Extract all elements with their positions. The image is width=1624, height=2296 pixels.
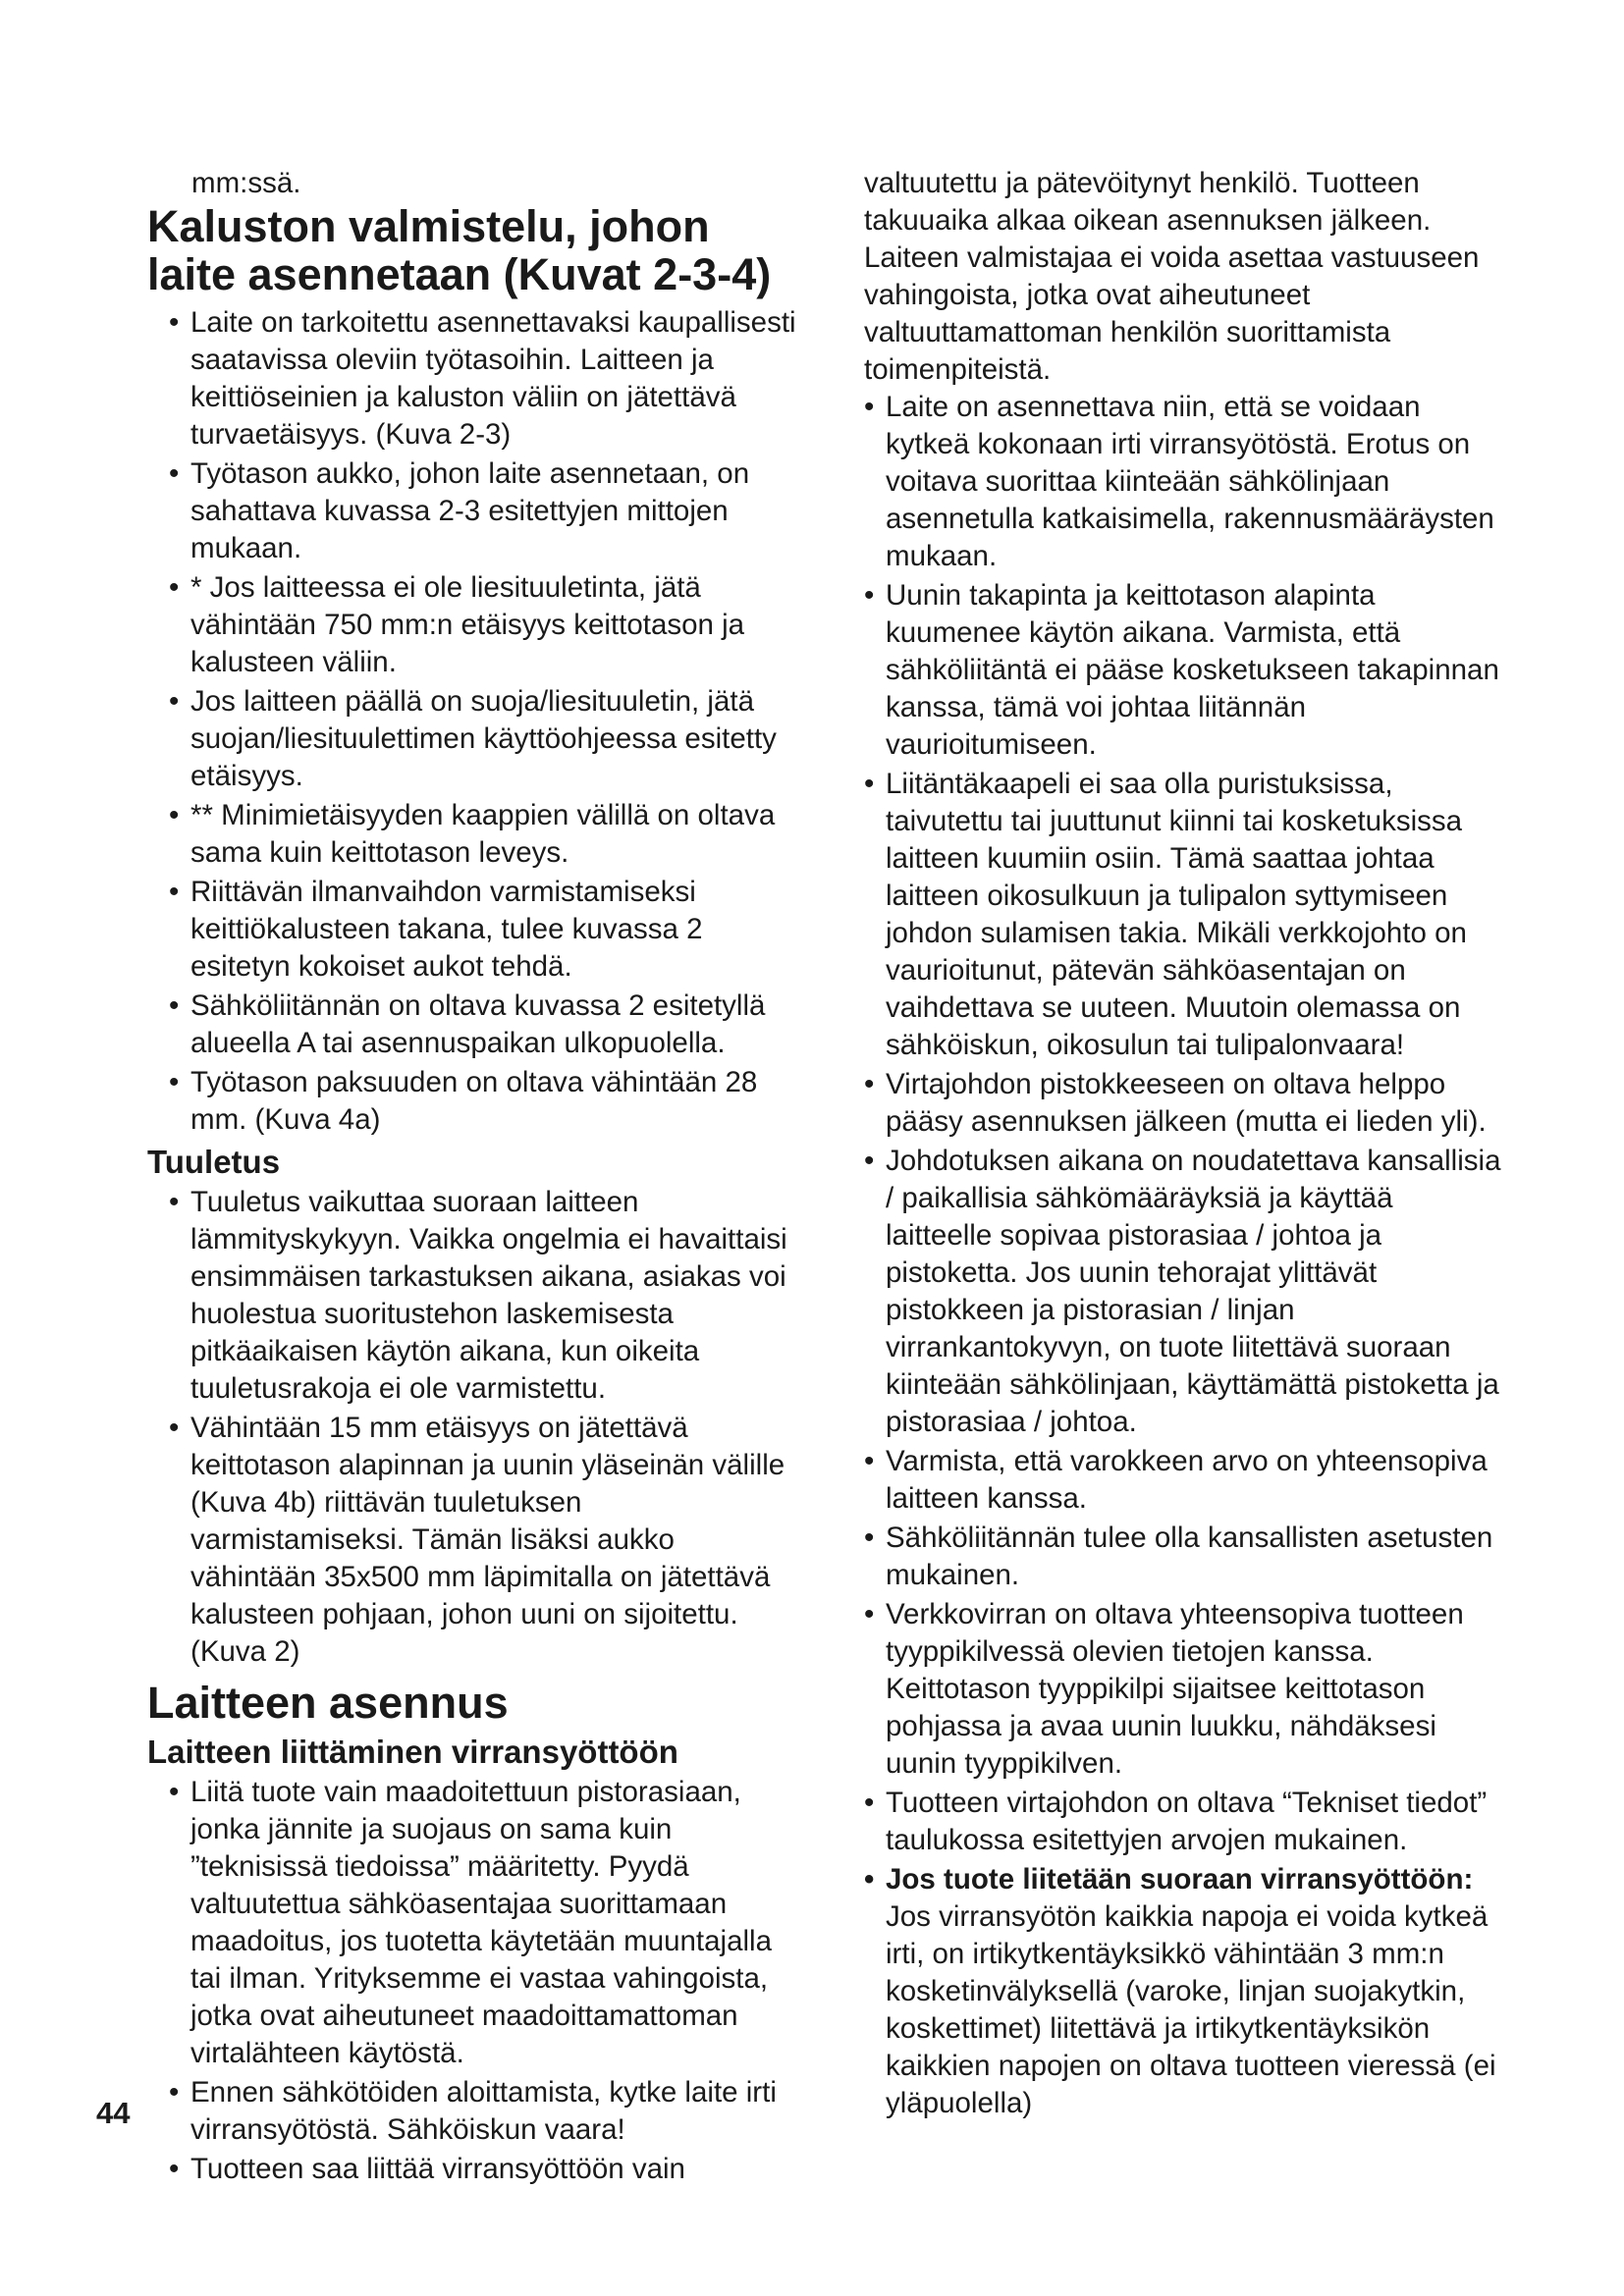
bullet: • (864, 1068, 875, 1100)
list-item (169, 797, 803, 872)
bullet: • (864, 1145, 875, 1177)
list-item-direct-connection (864, 1861, 1502, 2122)
bullet: • (864, 768, 875, 800)
continued-text: valtuutettu ja pätevöitynyt henkilö. Tuotteen takuuaika alkaa oikean asennuksen jälkeen. Laiteen valmistajaa ei voida asettaa vastuuseen vahingoista, jotka ovat aiheutuneet valtuuttamattoman henkilön suorittamista toimenpiteistä. (864, 167, 1480, 386)
list-item-text: Jos laitteen päällä on suoja/liesituuletin, jätä suojan/liesituulettimen käyttöohjeessa esitetty etäisyys. (190, 685, 777, 792)
bullet: • (169, 571, 180, 604)
list-item (169, 1064, 803, 1139)
list-item (864, 766, 1502, 1064)
list-item (169, 1410, 803, 1671)
list-item-text: Liitä tuote vain maadoitettuun pistorasiaan, jonka jännite ja suojaus on sama kuin ”teknisissä tiedoissa” määritetty. Pyydä valtuutettua sähköasentajaa suorittamaan maadoitus, jos tuotetta käytetään muuntajalla tai ilman. Yrityksemme ei vastaa vahingoista, jotka ovat aiheutuneet maadoittamattoman virtalähteen käytöstä. (190, 1776, 773, 2069)
bullet: • (169, 1186, 180, 1218)
list-item (864, 1785, 1502, 1859)
list-item-text: Työtason paksuuden on oltava vähintään 28 mm. (Kuva 4a) (190, 1066, 758, 1136)
bullet: • (169, 306, 180, 339)
bullet: • (864, 1787, 875, 1819)
power-connection-list (147, 1774, 803, 2188)
subheading-power-connection: Laitteen liittäminen virransyöttöön (147, 1734, 678, 1770)
left-column (147, 165, 803, 2190)
list-item (169, 304, 803, 454)
list-item-text: Työtason aukko, johon laite asennetaan, on sahattava kuvassa 2-3 esitettyjen mittojen mukaan. (190, 457, 750, 564)
list-item-text: Sähköliitännän tulee olla kansallisten asetusten mukainen. (886, 1522, 1493, 1591)
list-item-text: Tuuletus vaikuttaa suoraan laitteen lämmityskykyyn. Vaikka ongelmia ei havaittaisi ensimmäisen tarkastuksen aikana, asiakas voi huolestua suoritustehon laskemisesta pitkäaikaisen käytön aikana, kun oikeita tuuletusrakoja ei ole varmistettu. (190, 1186, 787, 1405)
bullet: • (864, 391, 875, 423)
bullet: • (864, 1863, 875, 1896)
list-item (864, 389, 1502, 575)
list-item-text: Riittävän ilmanvaihdon varmistamiseksi keittiökalusteen takana, tulee kuvassa 2 esitetyn kokoiset aukot tehdä. (190, 876, 703, 983)
list-item (169, 988, 803, 1062)
bullet: • (864, 579, 875, 612)
bullet: • (169, 457, 180, 490)
list-item-text: Liitäntäkaapeli ei saa olla puristuksissa, taivutettu tai juuttunut kiinni tai kosketuksissa laitteen kuumiin osiin. Tämä saattaa johtaa laitteen oikosulkuun ja tulipalon syttymiseen johdon sulamisen takia. Mikäli verkkojohto on vaurioitunut, pätevän sähköasentajan on vaihdettava se uuteen. Muutoin olemassa on sähköiskun, oikosulun tai tulipalonvaara! (886, 768, 1467, 1061)
right-column (864, 165, 1502, 2124)
bullet: • (864, 1445, 875, 1477)
list-item (169, 569, 803, 681)
bullet: • (169, 685, 180, 718)
list-item-text: * Jos laitteessa ei ole liesituuletinta, jätä vähintään 750 mm:n etäisyys keittotason ja kalusteen väliin. (190, 571, 745, 678)
list-item-text: Laite on tarkoitettu asennettavaksi kaupallisesti saatavissa oleviin työtasoihin. Laitteen ja keittiöseinien ja kaluston väliin on jätettävä turvaetäisyys. (Kuva 2-3) (190, 306, 796, 451)
bullet: • (864, 1598, 875, 1630)
list-item (169, 1184, 803, 1408)
list-item-text: Varmista, että varokkeen arvo on yhteensopiva laitteen kanssa. (886, 1445, 1488, 1515)
furniture-preparation-list (147, 304, 803, 1139)
bullet: • (169, 989, 180, 1022)
list-item (169, 2151, 803, 2188)
list-item (864, 1520, 1502, 1594)
list-item (864, 1143, 1502, 1441)
bullet: • (864, 1522, 875, 1554)
bullet: • (169, 876, 180, 908)
bullet: • (169, 1066, 180, 1098)
bullet: • (169, 1776, 180, 1808)
section-heading-installation: Laitteen asennus (147, 1678, 509, 1728)
list-item-text: Virtajohdon pistokkeeseen on oltava helppo pääsy asennuksen jälkeen (mutta ei lieden yli). (886, 1068, 1487, 1138)
bullet: • (169, 799, 180, 831)
section-heading-ventilation: Tuuletus (147, 1144, 281, 1180)
direct-connection-bold-label: Jos tuote liitetään suoraan virransyöttöön: (886, 1863, 1474, 1896)
list-item-text: Vähintään 15 mm etäisyys on jätettävä keittotason alapinnan ja uunin yläseinän välille (Kuva 4b) riittävän tuuletuksen varmistamiseksi. Tämän lisäksi aukko vähintään 35x500 mm läpimitalla on jätettävä kalusteen pohjaan, johon uuni on sijoitettu. (Kuva 2) (190, 1412, 785, 1668)
bullet: • (169, 1412, 180, 1444)
list-item (169, 1774, 803, 2072)
bullet: • (169, 2153, 180, 2185)
list-item-text: ** Minimietäisyyden kaappien välillä on oltava sama kuin keittotason leveys. (190, 799, 776, 869)
list-item-text: Uunin takapinta ja keittotason alapinta kuumenee käytön aikana. Varmista, että sähköliitäntä ei pääse kosketukseen takapinnan kanssa, tämä voi johtaa liitännän vaurioitumiseen. (886, 579, 1499, 761)
list-item (169, 874, 803, 986)
intro-fragment: mm:ssä. (191, 167, 301, 199)
bullet: • (169, 2076, 180, 2109)
list-item-text: Johdotuksen aikana on noudatettava kansallisia / paikallisia sähkömääräyksiä ja käyttää laitteelle sopivaa pistorasiaa / johtoa ja pistoketta. Jos uunin tehorajat ylittävät pistokkeen ja pistorasian / linjan virrankantokyvyn, on tuote liitettävä suoraan kiinteään sähkölinjaan, käyttämättä pistoketta ja pistorasiaa / johtoa. (886, 1145, 1501, 1438)
list-item-text: Tuotteen saa liittää virransyöttöön vain (190, 2153, 685, 2185)
list-item-text: Verkkovirran on oltava yhteensopiva tuotteen tyyppikilvessä olevien tietojen kanssa. Keittotason tyyppikilpi sijaitsee keittotason pohjassa ja avaa uunin luukku, nähdäksesi uunin tyyppikilven. (886, 1598, 1464, 1780)
list-item (864, 577, 1502, 764)
section-heading-furniture-preparation: Kaluston valmistelu, johon laite asennetaan (Kuvat 2-3-4) (147, 201, 772, 299)
list-item (864, 1066, 1502, 1141)
electrical-safety-list (864, 389, 1502, 2122)
ventilation-list (147, 1184, 803, 1671)
list-item (169, 455, 803, 567)
list-item (169, 683, 803, 795)
list-item-text: Ennen sähkötöiden aloittamista, kytke laite irti virransyötöstä. Sähköiskun vaara! (190, 2076, 777, 2146)
list-item-text: Tuotteen virtajohdon on oltava “Tekniset tiedot” taulukossa esitettyjen arvojen mukainen. (886, 1787, 1488, 1856)
list-item (864, 1596, 1502, 1783)
list-item-text: Sähköliitännän on oltava kuvassa 2 esitetyllä alueella A tai asennuspaikan ulkopuolella. (190, 989, 766, 1059)
page-number: 44 (96, 2096, 131, 2130)
list-item (864, 1443, 1502, 1518)
list-item (169, 2074, 803, 2149)
direct-connection-text: Jos virransyötön kaikkia napoja ei voida kytkeä irti, on irtikytkentäyksikkö vähintään 3 mm:n kosketinvälyksellä (varoke, linjan suojakytkin, koskettimet) liitettävä ja irtikytkentäyksikön kaikkien napojen on oltava tuotteen vieressä (ei yläpuolella) (886, 1900, 1496, 2119)
list-item-text: Laite on asennettava niin, että se voidaan kytkeä kokonaan irti virransyötöstä. Erotus on voitava suorittaa kiinteään sähkölinjaan asennetulla katkaisimella, rakennusmääräysten mukaan. (886, 391, 1494, 572)
